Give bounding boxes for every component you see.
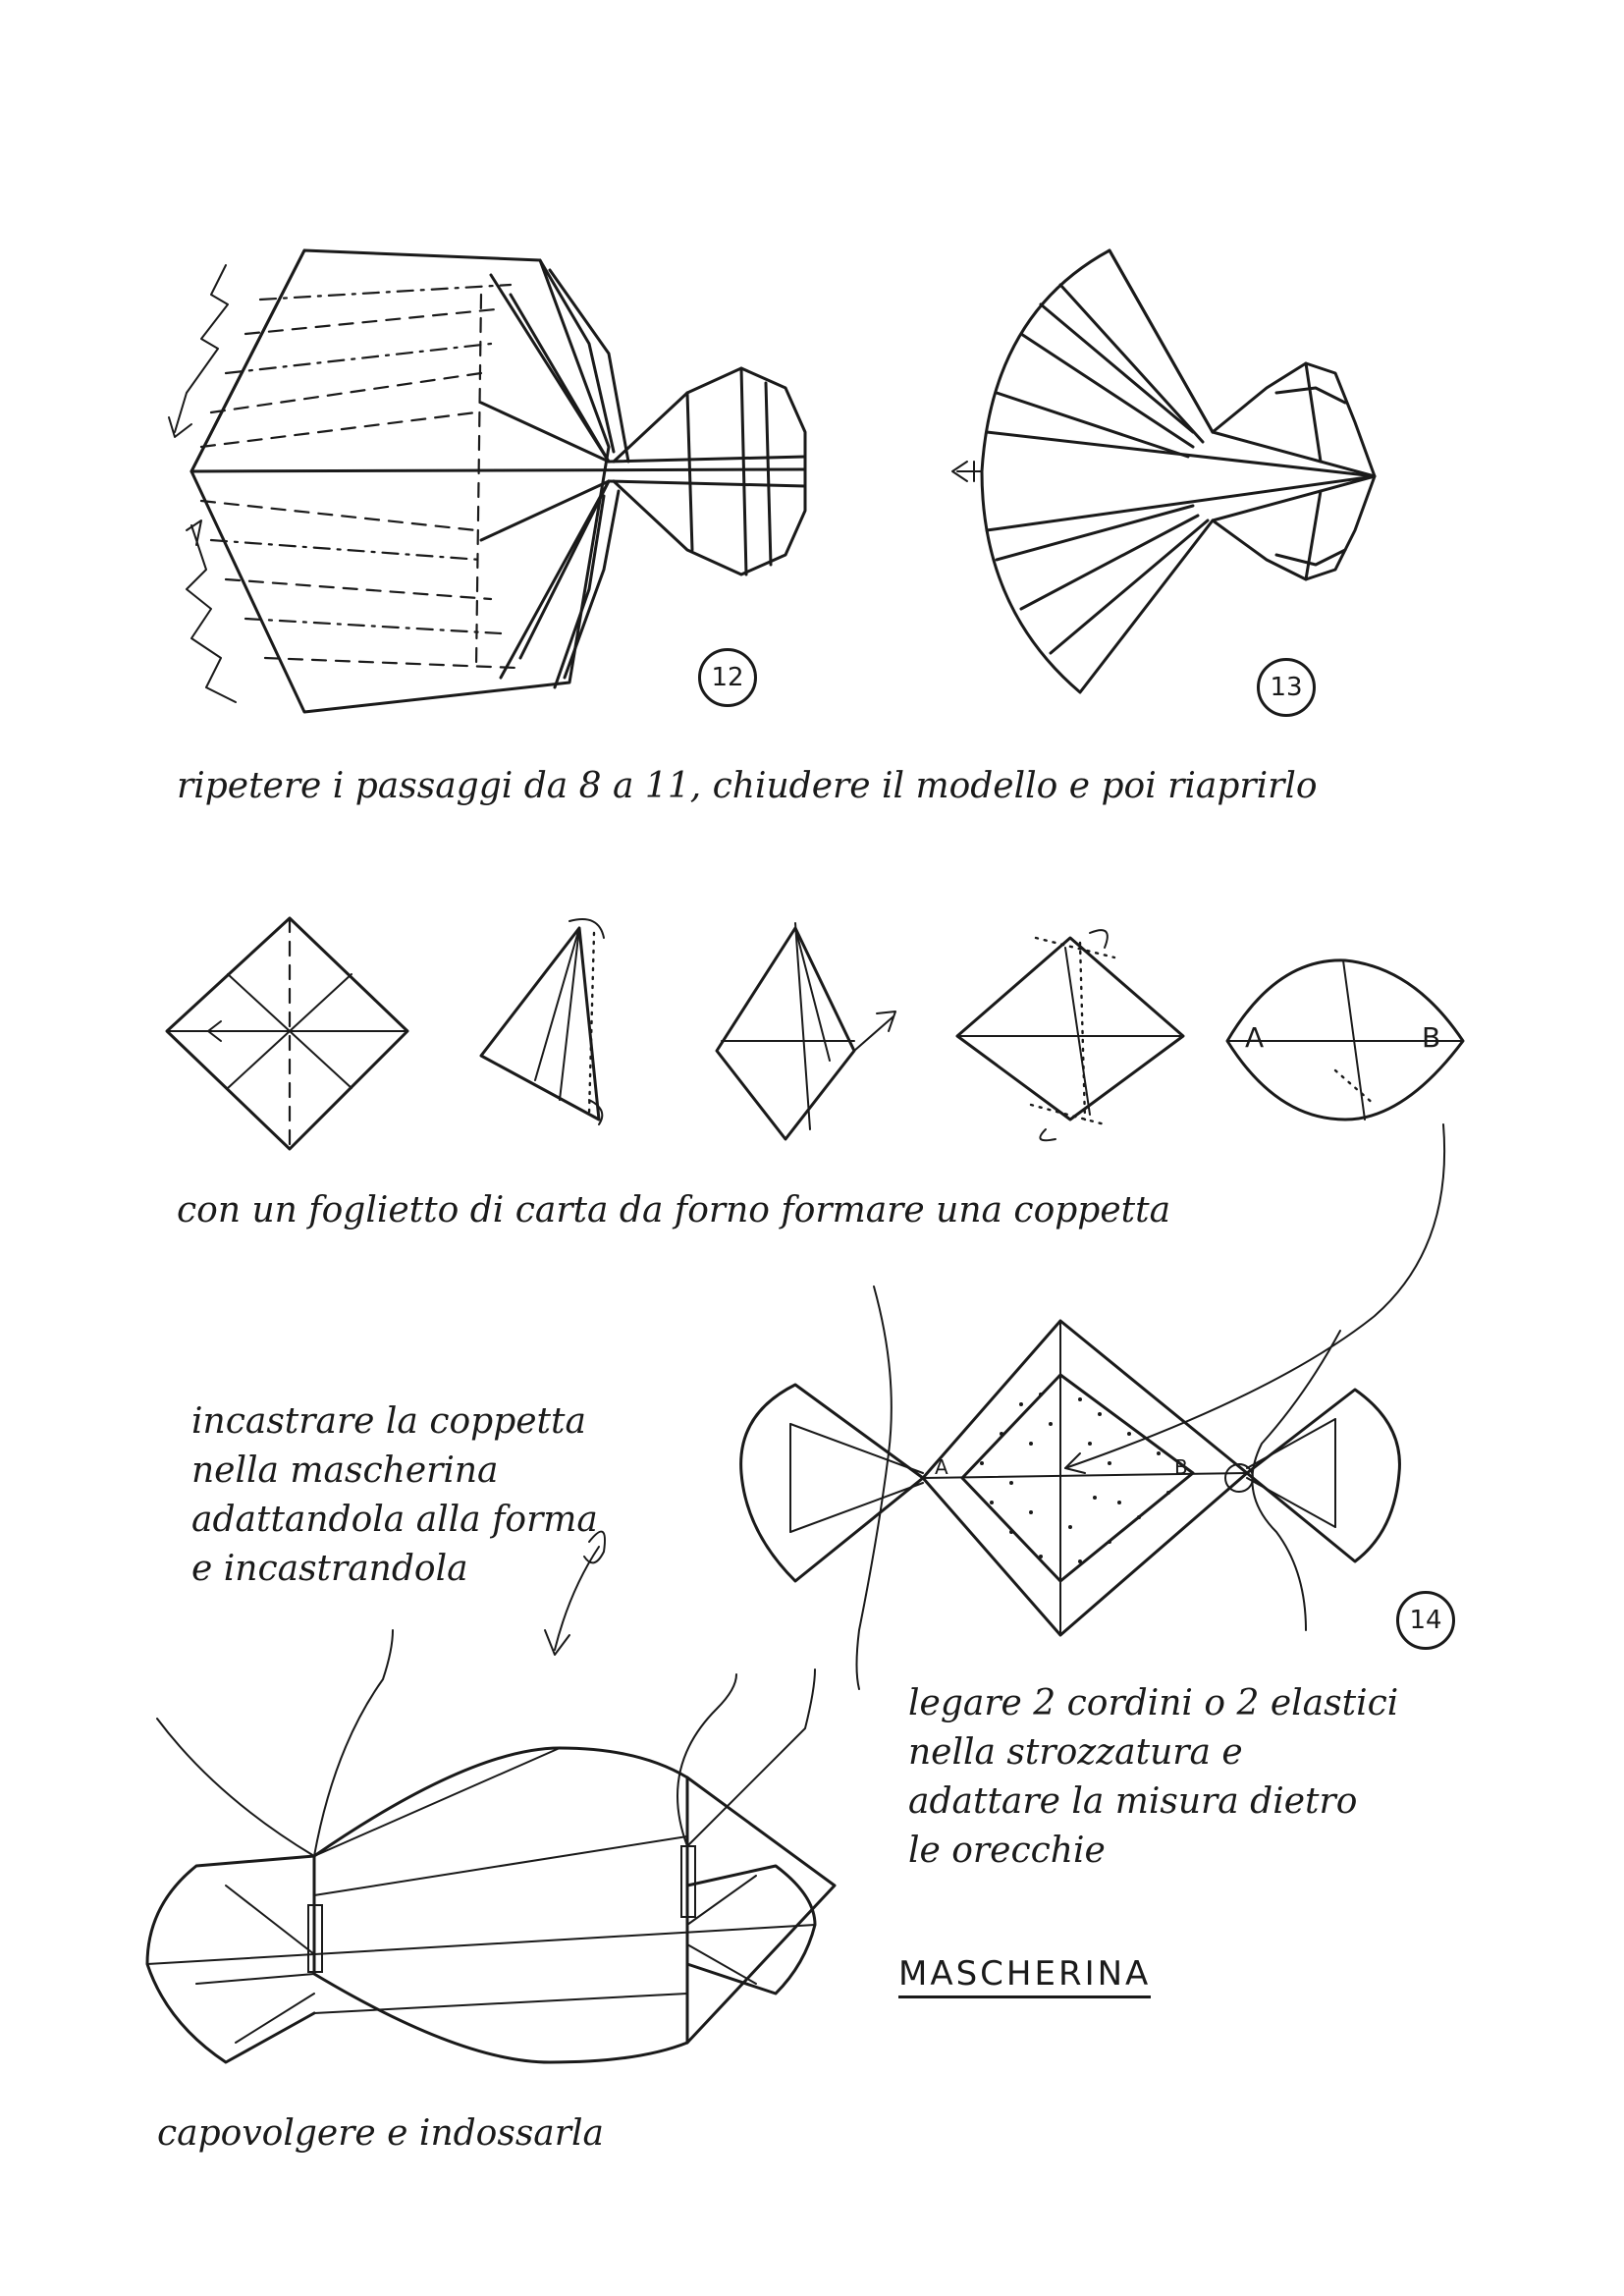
point-b-label: B [1422, 1021, 1441, 1054]
cup-instruction: con un foglietto di carta da forno formare una coppetta [177, 1190, 1171, 1230]
repeat-instruction: ripetere i passaggi da 8 a 11, chiudere il modello e poi riaprirlo [177, 766, 1318, 806]
insert-instruction-line-4: e incastrandola [191, 1549, 468, 1589]
step-14-figure [741, 1286, 1400, 1689]
cup-sequence [167, 918, 1463, 1149]
point-a-small-label: A [935, 1455, 948, 1479]
step-12-figure [169, 250, 805, 712]
step-number-13: 13 [1257, 658, 1316, 717]
tie-instruction-line-1: legare 2 cordini o 2 elastici [908, 1683, 1399, 1723]
step-number-14: 14 [1396, 1591, 1455, 1650]
tie-instruction-line-2: nella strozzatura e [908, 1732, 1243, 1773]
tie-instruction-line-4: le orecchie [908, 1831, 1106, 1871]
point-a-label: A [1245, 1021, 1265, 1054]
insert-instruction-line-1: incastrare la coppetta [191, 1401, 586, 1442]
page-title: MASCHERINA [898, 1954, 1151, 1998]
tie-instruction-line-3: adattare la misura dietro [908, 1781, 1358, 1822]
insert-instruction-line-2: nella mascherina [191, 1450, 499, 1491]
step-13-figure [952, 250, 1375, 692]
final-mask-figure [147, 1630, 835, 2062]
stipple-pattern [980, 1393, 1170, 1563]
point-b-small-label: B [1174, 1455, 1188, 1479]
step-number-12: 12 [698, 648, 757, 707]
flip-arrow [545, 1532, 605, 1655]
flip-instruction: capovolgere e indossarla [157, 2113, 604, 2154]
insert-instruction-line-3: adattandola alla forma [191, 1500, 598, 1540]
